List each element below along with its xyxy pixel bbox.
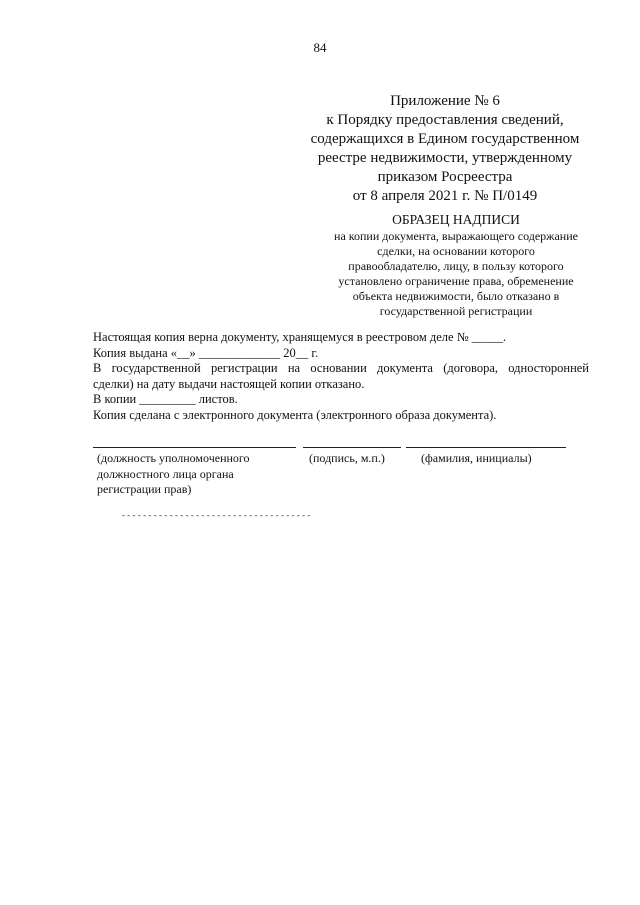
end-separator: ------------------------------------ xyxy=(121,512,312,521)
appendix-line: к Порядку предоставления сведений, xyxy=(326,112,564,128)
appendix-line: приказом Росреестра xyxy=(377,169,513,185)
refusal-line-continued: сделки) на дату выдачи настоящей копии отказано. xyxy=(93,376,365,391)
sample-description-line: государственной регистрации xyxy=(379,304,533,318)
copy-issued-line: Копия выдана «__» _____________ 20__ г. xyxy=(93,345,319,360)
sample-description-line: установлено ограничение права, обременение xyxy=(338,274,574,288)
position-caption-line: должностного лица органа xyxy=(97,466,234,481)
position-caption-line: регистрации прав) xyxy=(97,482,192,496)
position-signature-line xyxy=(93,447,296,448)
sample-description-line: правообладателю, лицу, в пользу которого xyxy=(348,259,564,273)
appendix-order-date: от 8 апреля 2021 г. № П/0149 xyxy=(352,188,538,204)
sample-title: ОБРАЗЕЦ НАДПИСИ xyxy=(392,212,520,227)
certification-text xyxy=(93,330,589,423)
appendix-header xyxy=(300,92,590,206)
name-signature-line xyxy=(406,447,566,448)
refusal-line: В государственной регистрации на основании документа (договора, односторонней xyxy=(93,361,589,375)
name-caption: (фамилия, инициалы) xyxy=(421,451,532,465)
sample-description-line: сделки, на основании которого xyxy=(377,244,535,258)
copy-verified-line: Настоящая копия верна документу, хранящемуся в реестровом деле № _____. xyxy=(93,330,507,344)
sheet-count-line: В копии _________ листов. xyxy=(93,392,238,406)
position-caption-line: (должность уполномоченного xyxy=(97,451,250,465)
position-caption xyxy=(97,451,297,498)
page-number: 84 xyxy=(313,40,327,55)
appendix-line: содержащихся в Едином государственном xyxy=(310,131,580,147)
sample-description-line: на копии документа, выражающего содержание xyxy=(334,229,578,243)
appendix-title: Приложение № 6 xyxy=(390,93,500,109)
signature-line xyxy=(303,447,401,448)
sample-description-line: объекта недвижимости, было отказано в xyxy=(352,289,560,303)
appendix-line: реестре недвижимости, утвержденному xyxy=(317,150,573,166)
electronic-source-line: Копия сделана с электронного документа (электронного образа документа). xyxy=(93,407,497,422)
sample-heading-block xyxy=(318,211,594,319)
signature-caption: (подпись, м.п.) xyxy=(309,451,385,465)
